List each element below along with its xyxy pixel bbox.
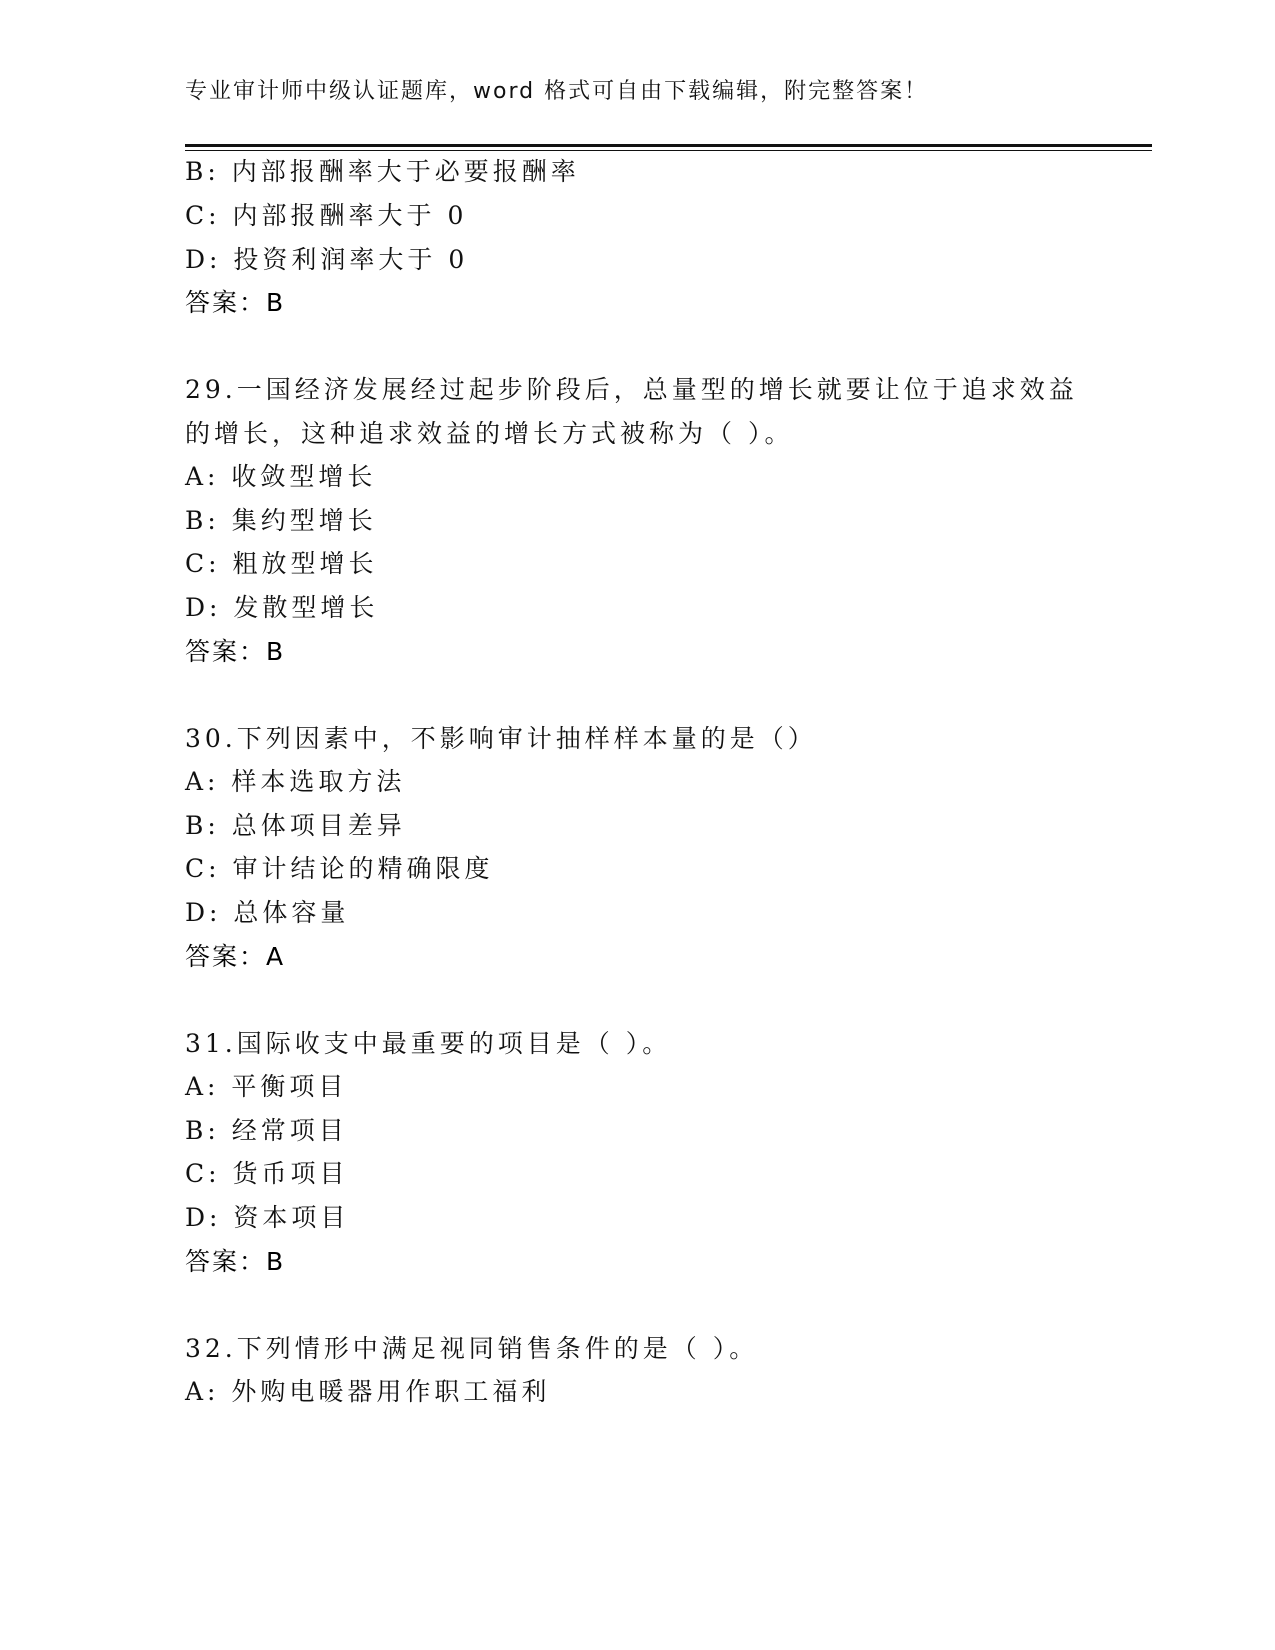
option-b: B: 集约型增长 <box>185 506 377 535</box>
header-rule-thin <box>185 150 1152 151</box>
option-c: C: 审计结论的精确限度 <box>185 854 494 883</box>
option-d: D: 发散型增长 <box>185 593 379 622</box>
question-stem: 的增长，这种追求效益的增长方式被称为（ ）。 <box>185 419 794 448</box>
option-b: B: 内部报酬率大于必要报酬率 <box>185 157 580 186</box>
option-c: C: 货币项目 <box>185 1159 349 1188</box>
option-a: A: 样本选取方法 <box>185 767 406 796</box>
question-stem: 31.国际收支中最重要的项目是（ ）。 <box>185 1029 672 1058</box>
option-c: C: 内部报酬率大于 0 <box>185 201 468 230</box>
answer-line: 答案：B <box>185 288 286 317</box>
option-a: A: 平衡项目 <box>185 1072 348 1101</box>
option-c: C: 粗放型增长 <box>185 549 378 578</box>
answer-line: 答案：A <box>185 942 286 971</box>
option-b: B: 经常项目 <box>185 1116 348 1145</box>
option-d: D: 资本项目 <box>185 1203 350 1232</box>
option-a: A: 收敛型增长 <box>185 462 377 491</box>
question-stem: 30.下列因素中，不影响审计抽样样本量的是（） <box>185 724 817 753</box>
option-b: B: 总体项目差异 <box>185 811 406 840</box>
page-header: 专业审计师中级认证题库，word 格式可自由下载编辑，附完整答案！ <box>185 79 929 104</box>
option-d: D: 投资利润率大于 0 <box>185 245 469 274</box>
header-rule-thick <box>185 144 1152 147</box>
question-stem: 32.下列情形中满足视同销售条件的是（ ）。 <box>185 1334 759 1363</box>
option-a: A: 外购电暖器用作职工福利 <box>185 1377 551 1406</box>
option-d: D: 总体容量 <box>185 898 350 927</box>
answer-line: 答案：B <box>185 1247 286 1276</box>
answer-line: 答案：B <box>185 637 286 666</box>
question-stem: 29.一国经济发展经过起步阶段后，总量型的增长就要让位于追求效益 <box>185 375 1078 404</box>
